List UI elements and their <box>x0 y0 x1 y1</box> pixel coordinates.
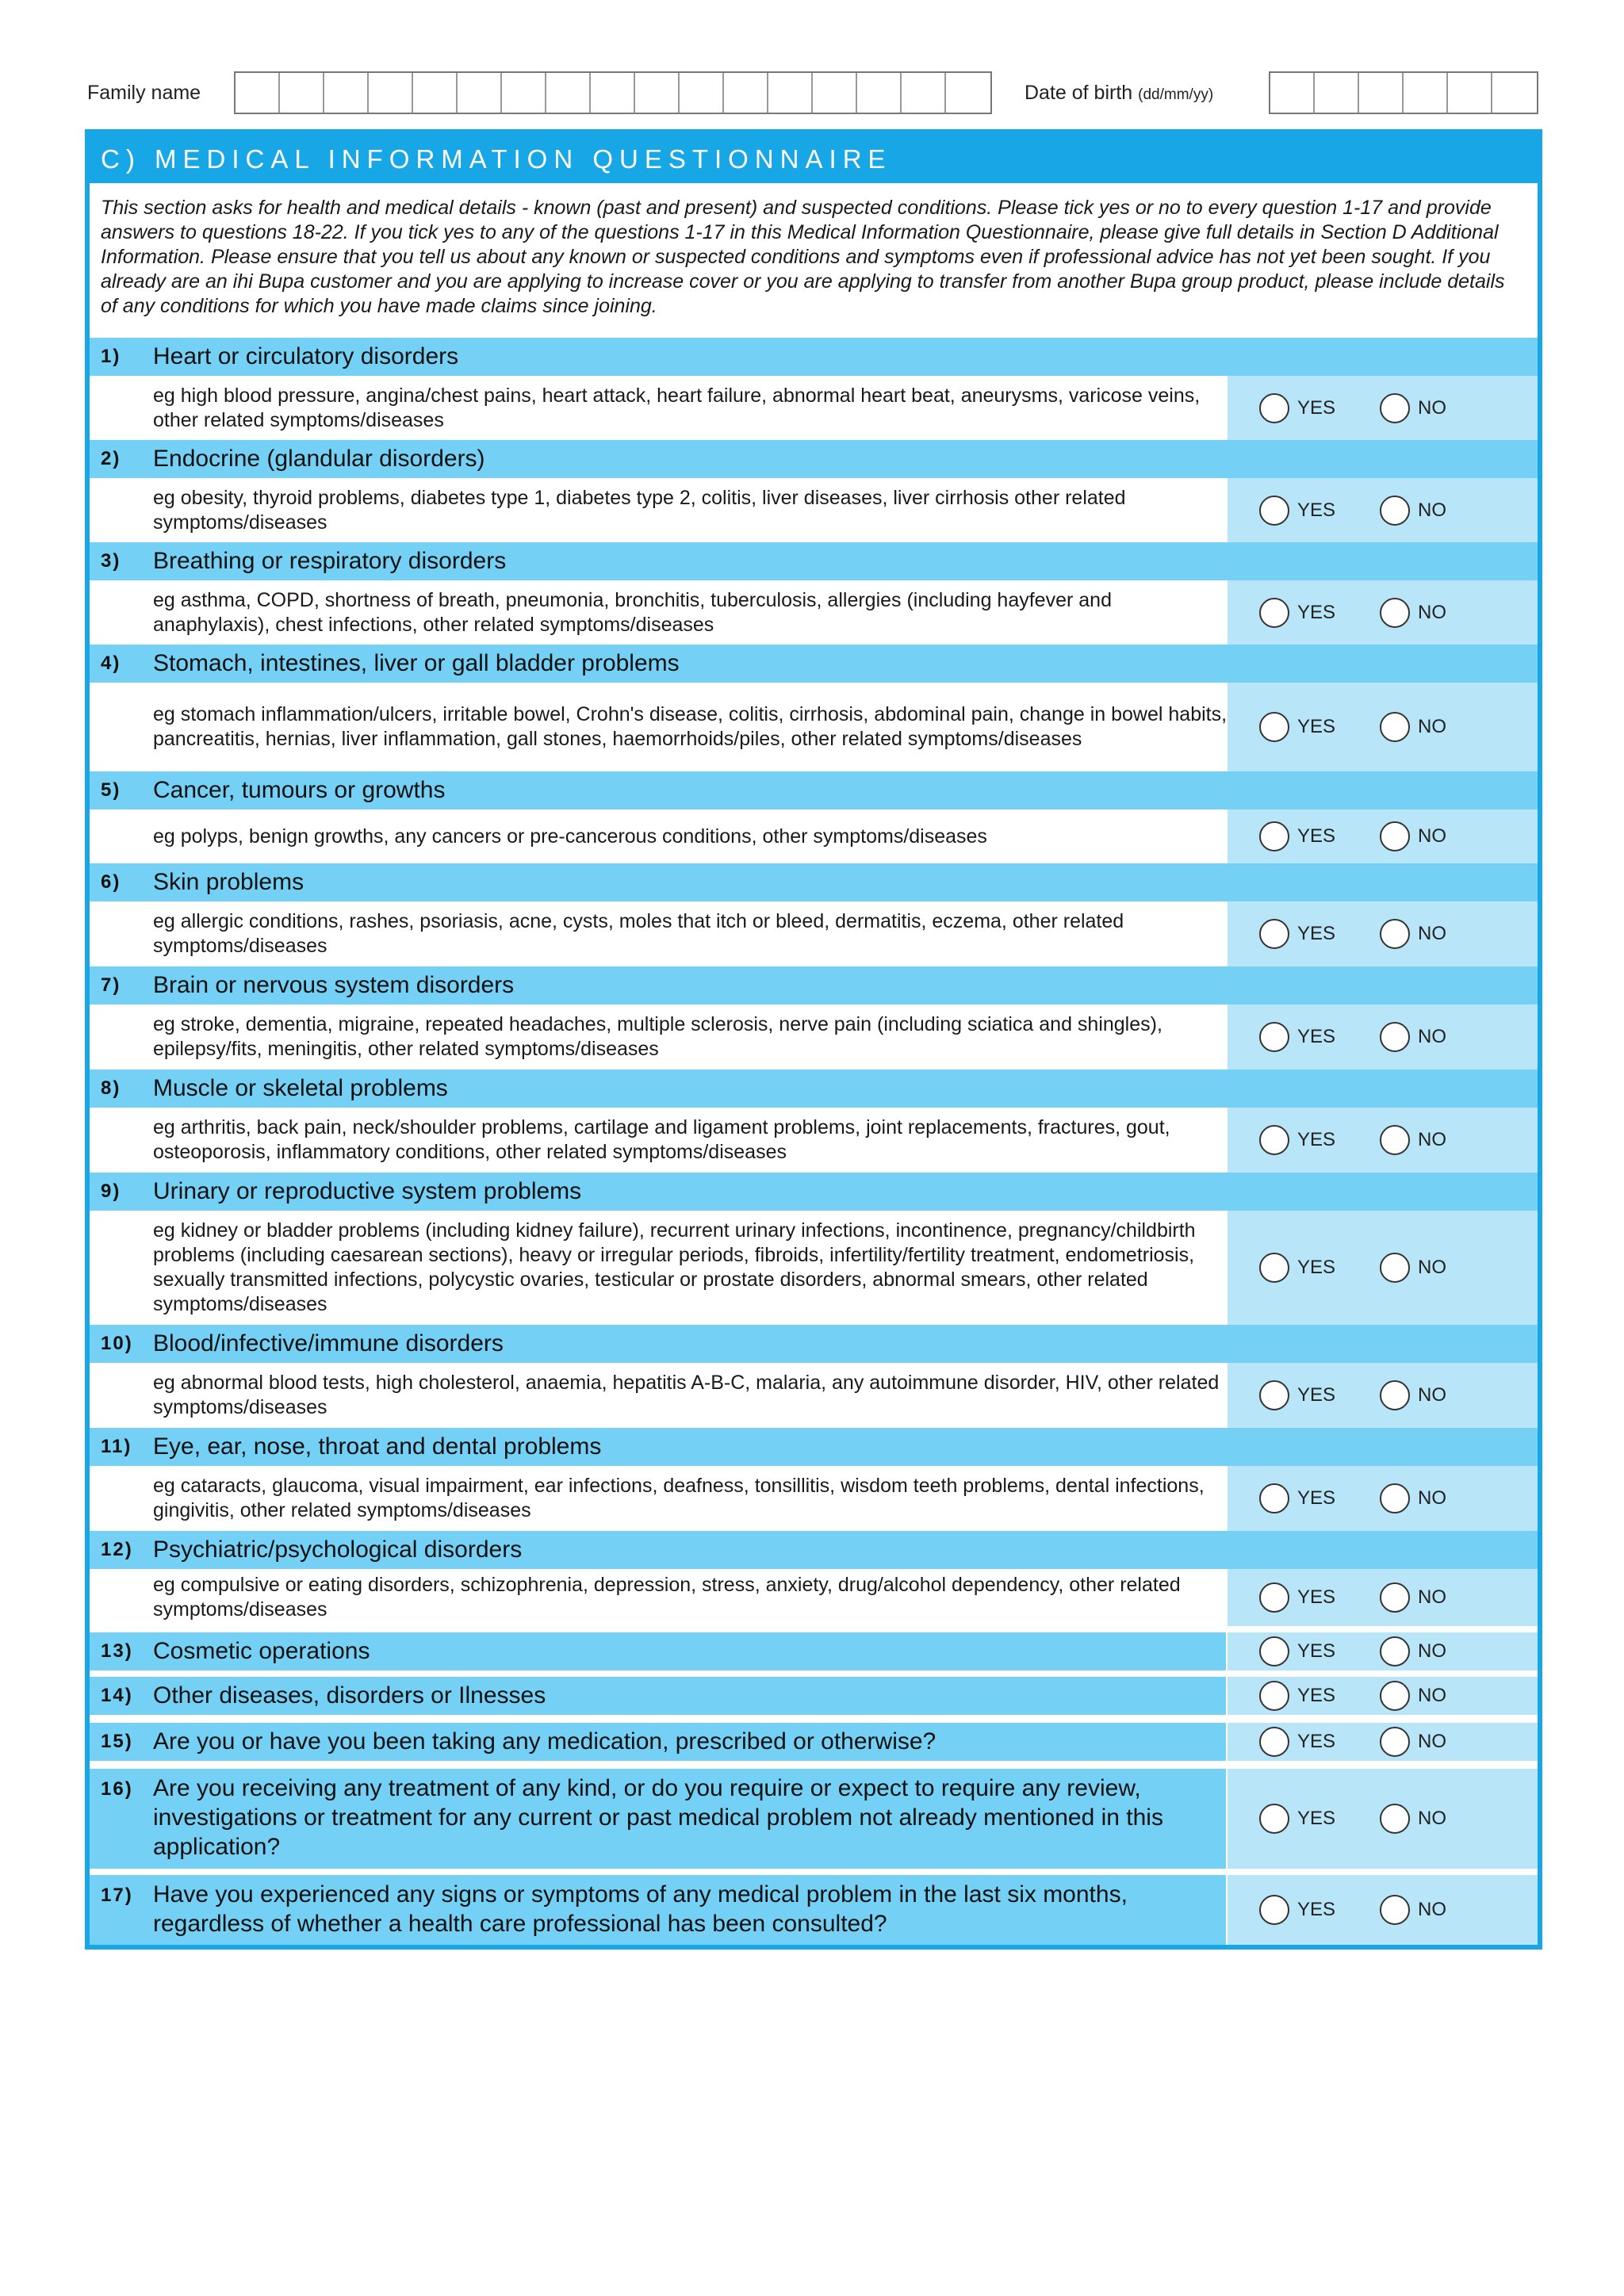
question-description: eg allergic conditions, rashes, psoriasis, acne, cysts, moles that itch or bleed, dermatitis, eczema, other related symptoms/diseases <box>153 910 1124 957</box>
question-7-row <box>90 1004 1538 1070</box>
no-option[interactable] <box>1380 1681 1446 1711</box>
no-radio[interactable] <box>1380 1125 1410 1155</box>
no-option[interactable] <box>1380 1125 1446 1155</box>
yes-option[interactable] <box>1259 598 1335 628</box>
no-radio[interactable] <box>1380 821 1410 851</box>
question-1-row <box>90 376 1538 440</box>
question-title: Urinary or reproductive system problems <box>153 1178 582 1204</box>
yes-label: YES <box>1297 601 1336 623</box>
yes-label: YES <box>1297 1808 1336 1829</box>
yes-label: YES <box>1297 499 1336 521</box>
question-description: eg cataracts, glaucoma, visual impairment, ear infections, deafness, tonsillitis, wisdom teeth problems, dental infections, gingivitis, other related symptoms/diseases <box>153 1475 1205 1521</box>
yes-option[interactable] <box>1259 1804 1335 1834</box>
no-option[interactable] <box>1380 712 1446 742</box>
no-option[interactable] <box>1380 1727 1446 1757</box>
no-label: NO <box>1418 1487 1446 1509</box>
yes-option[interactable] <box>1259 1582 1335 1613</box>
medical-questionnaire-section <box>85 129 1542 1950</box>
question-13-row <box>90 1632 1538 1670</box>
question-title: Eye, ear, nose, throat and dental problems <box>153 1433 602 1460</box>
question-4-row <box>90 683 1538 771</box>
no-radio[interactable] <box>1380 393 1410 423</box>
yes-option[interactable] <box>1259 1727 1335 1757</box>
yes-option[interactable] <box>1259 821 1335 851</box>
question-7-heading <box>90 966 1538 1004</box>
questions-list <box>90 338 1538 1940</box>
question-title: Stomach, intestines, liver or gall bladder problems <box>153 650 680 676</box>
question-title: Other diseases, disorders or Ilnesses <box>153 1682 546 1709</box>
question-15-row <box>90 1723 1538 1761</box>
no-radio[interactable] <box>1380 496 1410 526</box>
question-title: Endocrine (glandular disorders) <box>153 446 485 472</box>
question-description: eg arthritis, back pain, neck/shoulder problems, cartilage and ligament problems, joint replacements, fractures, gout, osteoporosis, inflammatory conditions, other related symptoms/diseases <box>153 1116 1170 1163</box>
no-label: NO <box>1418 601 1446 623</box>
dob-label <box>1025 71 1213 114</box>
question-description: eg obesity, thyroid problems, diabetes type 1, diabetes type 2, colitis, liver diseases, liver cirrhosis other related symptoms/diseases <box>153 486 1126 534</box>
question-number: 15) <box>101 1731 133 1752</box>
question-title: Skin problems <box>153 869 304 895</box>
no-radio[interactable] <box>1380 1022 1410 1052</box>
no-radio[interactable] <box>1380 1380 1410 1410</box>
yes-option[interactable] <box>1259 1483 1335 1513</box>
yes-radio[interactable] <box>1259 1895 1289 1925</box>
yes-label: YES <box>1297 1899 1336 1920</box>
question-description: eg abnormal blood tests, high cholesterol, anaemia, hepatitis A-B-C, malaria, any autoimmune disorder, HIV, other related symptoms/diseases <box>153 1372 1220 1418</box>
question-title: Heart or circulatory disorders <box>153 343 459 369</box>
question-description: eg kidney or bladder problems (including kidney failure), recurrent urinary infections, incontinence, pregnancy/childbirth problems (including caesarean sections), heavy or irregular periods, fibroids, infertility/fertility treatment, endometriosis, sexually transmitted infections, polycystic ovaries, testicular or prostate disorders, abnormal smears, other related symptoms/diseases <box>153 1219 1196 1315</box>
question-title: Brain or nervous system disorders <box>153 972 515 998</box>
yes-radio[interactable] <box>1259 1125 1289 1155</box>
yes-option[interactable] <box>1259 1681 1335 1711</box>
question-title: Are you or have you been taking any medication, prescribed or otherwise? <box>153 1728 936 1755</box>
question-description: eg polyps, benign growths, any cancers or pre-cancerous conditions, other symptoms/diseases <box>153 825 987 848</box>
no-option[interactable] <box>1380 598 1446 628</box>
question-5-row <box>90 809 1538 863</box>
yes-label: YES <box>1297 1640 1336 1662</box>
question-5-heading <box>90 771 1538 809</box>
no-option[interactable] <box>1380 1895 1446 1925</box>
question-12-heading <box>90 1531 1538 1569</box>
question-11-row <box>90 1466 1538 1531</box>
section-intro: This section asks for health and medical details - known (past and present) and suspected conditions. Please tick yes or no to every question 1-17 and provide answers to questions 18-22. If you tick yes to any of the questions 1-17 in this Medical Information Questionnaire, please give full details in Section D Additional Information. Please ensure that you tell us about any known or suspected conditions and symptoms even if professional advice has not yet been sought. If you already are an ihi Bupa customer and you are applying to increase cover or you are applying to transfer from another Bupa group product, please include details of any conditions for which you have made claims since joining. <box>90 183 1538 338</box>
no-option[interactable] <box>1380 1483 1446 1513</box>
dob-format: (dd/mm/yy) <box>1138 86 1214 103</box>
question-number: 7) <box>101 974 121 996</box>
no-radio[interactable] <box>1380 1483 1410 1513</box>
no-label: NO <box>1418 1640 1446 1662</box>
question-1-heading <box>90 338 1538 376</box>
no-radio[interactable] <box>1380 1804 1410 1834</box>
question-3-heading <box>90 542 1538 580</box>
question-number: 11) <box>101 1436 132 1457</box>
yes-label: YES <box>1297 396 1336 419</box>
no-option[interactable] <box>1380 1804 1446 1834</box>
family-name-field[interactable] <box>234 71 992 114</box>
no-option[interactable] <box>1380 496 1446 526</box>
no-radio[interactable] <box>1380 919 1410 949</box>
no-label: NO <box>1418 1257 1446 1278</box>
question-11-heading <box>90 1428 1538 1466</box>
yes-radio[interactable] <box>1259 598 1289 628</box>
yes-radio[interactable] <box>1259 1483 1289 1513</box>
yes-option[interactable] <box>1259 393 1335 423</box>
no-label: NO <box>1418 1129 1446 1150</box>
yes-option[interactable] <box>1259 1022 1335 1052</box>
question-title: Muscle or skeletal problems <box>153 1075 448 1101</box>
yes-label: YES <box>1297 1129 1336 1150</box>
no-label: NO <box>1418 499 1446 521</box>
no-label: NO <box>1418 1899 1446 1920</box>
no-radio[interactable] <box>1380 1253 1410 1283</box>
yes-radio[interactable] <box>1259 393 1289 423</box>
no-label: NO <box>1418 1026 1446 1047</box>
yes-label: YES <box>1297 923 1336 944</box>
no-label: NO <box>1418 1731 1446 1752</box>
yes-radio[interactable] <box>1259 1253 1289 1283</box>
question-title: Breathing or respiratory disorders <box>153 548 507 574</box>
question-number: 2) <box>101 448 121 469</box>
yes-radio[interactable] <box>1259 1681 1289 1711</box>
question-description: eg asthma, COPD, shortness of breath, pneumonia, bronchitis, tuberculosis, allergies (including hayfever and anaphylaxis), chest infections, other related symptoms/diseases <box>153 588 1112 636</box>
dob-label-text: Date of birth <box>1025 82 1133 104</box>
no-radio[interactable] <box>1380 1727 1410 1757</box>
yes-radio[interactable] <box>1259 821 1289 851</box>
question-2-row <box>90 478 1538 542</box>
yes-radio[interactable] <box>1259 1636 1289 1667</box>
question-title: Cosmetic operations <box>153 1638 370 1664</box>
question-8-heading <box>90 1070 1538 1108</box>
question-3-row <box>90 580 1538 645</box>
yes-label: YES <box>1297 1384 1336 1406</box>
yes-radio[interactable] <box>1259 1022 1289 1052</box>
question-12-row <box>90 1569 1538 1626</box>
no-radio[interactable] <box>1380 598 1410 628</box>
yes-radio[interactable] <box>1259 712 1289 742</box>
no-radio[interactable] <box>1380 712 1410 742</box>
yes-radio[interactable] <box>1259 1380 1289 1410</box>
yes-option[interactable] <box>1259 1895 1335 1925</box>
question-number: 9) <box>101 1181 121 1202</box>
yes-option[interactable] <box>1259 496 1335 526</box>
no-option[interactable] <box>1380 1582 1446 1613</box>
section-title: C) MEDICAL INFORMATION QUESTIONNAIRE <box>101 144 892 174</box>
question-number: 10) <box>101 1333 133 1354</box>
yes-label: YES <box>1297 1026 1336 1047</box>
question-title: Are you receiving any treatment of any kind, or do you require or expect to require any review, investigations or treatment for any current or past medical problem not already mentioned in this application? <box>153 1775 1163 1860</box>
question-title: Cancer, tumours or growths <box>153 777 446 803</box>
yes-radio[interactable] <box>1259 496 1289 526</box>
no-option[interactable] <box>1380 919 1446 949</box>
yes-option[interactable] <box>1259 919 1335 949</box>
yes-radio[interactable] <box>1259 1804 1289 1834</box>
family-name-label: Family name <box>87 82 201 104</box>
question-number: 3) <box>101 550 121 572</box>
no-label: NO <box>1418 1384 1446 1406</box>
question-title: Blood/infective/immune disorders <box>153 1330 504 1357</box>
question-number: 8) <box>101 1077 121 1099</box>
yes-label: YES <box>1297 1685 1336 1706</box>
yes-label: YES <box>1297 825 1336 847</box>
question-title: Psychiatric/psychological disorders <box>153 1536 523 1563</box>
no-option[interactable] <box>1380 1253 1446 1283</box>
no-radio[interactable] <box>1380 1582 1410 1613</box>
question-number: 17) <box>101 1885 133 1906</box>
yes-label: YES <box>1297 1487 1336 1509</box>
question-2-heading <box>90 440 1538 478</box>
no-option[interactable] <box>1380 1022 1446 1052</box>
no-label: NO <box>1418 923 1446 944</box>
no-label: NO <box>1418 1586 1446 1608</box>
question-number: 6) <box>101 871 121 893</box>
no-label: NO <box>1418 716 1446 737</box>
yes-label: YES <box>1297 1731 1336 1752</box>
question-6-row <box>90 901 1538 966</box>
question-number: 4) <box>101 652 121 674</box>
no-option[interactable] <box>1380 1636 1446 1667</box>
no-label: NO <box>1418 396 1446 419</box>
no-option[interactable] <box>1380 1380 1446 1410</box>
yes-option[interactable] <box>1259 1125 1335 1155</box>
question-number: 16) <box>101 1778 133 1800</box>
question-number: 13) <box>101 1640 133 1662</box>
question-4-heading <box>90 645 1538 683</box>
question-17-row <box>90 1875 1538 1945</box>
yes-radio[interactable] <box>1259 1727 1289 1757</box>
question-title: Have you experienced any signs or symptoms of any medical problem in the last six months, regardless of whether a health care professional has been consulted? <box>153 1881 1128 1937</box>
no-radio[interactable] <box>1380 1636 1410 1667</box>
question-number: 12) <box>101 1539 133 1560</box>
yes-label: YES <box>1297 1257 1336 1278</box>
no-radio[interactable] <box>1380 1681 1410 1711</box>
no-option[interactable] <box>1380 821 1446 851</box>
yes-label: YES <box>1297 1586 1336 1608</box>
yes-option[interactable] <box>1259 1380 1335 1410</box>
question-8-row <box>90 1108 1538 1173</box>
yes-radio[interactable] <box>1259 919 1289 949</box>
yes-option[interactable] <box>1259 712 1335 742</box>
question-9-heading <box>90 1173 1538 1211</box>
yes-label: YES <box>1297 716 1336 737</box>
applicant-header <box>87 71 1540 114</box>
question-description: eg stomach inflammation/ulcers, irritable bowel, Crohn's disease, colitis, cirrhosis, abdominal pain, change in bowel habits, pancreatitis, hernias, liver inflammation, gall stones, haemorrhoids/piles, other related symptoms/diseases <box>153 703 1228 750</box>
yes-option[interactable] <box>1259 1636 1335 1667</box>
question-10-row <box>90 1363 1538 1428</box>
question-description: eg high blood pressure, angina/chest pains, heart attack, heart failure, abnormal heart beat, aneurysms, varicose veins, other related symptoms/diseases <box>153 384 1201 431</box>
question-description: eg stroke, dementia, migraine, repeated headaches, multiple sclerosis, nerve pain (including sciatica and shingles), epilepsy/fits, meningitis, other related symptoms/diseases <box>153 1013 1162 1060</box>
question-description: eg compulsive or eating disorders, schizophrenia, depression, stress, anxiety, drug/alcohol dependency, other related symptoms/diseases <box>153 1574 1181 1621</box>
dob-field[interactable] <box>1269 71 1538 114</box>
question-number: 14) <box>101 1685 133 1706</box>
question-10-heading <box>90 1325 1538 1363</box>
question-9-row <box>90 1211 1538 1325</box>
question-16-row <box>90 1769 1538 1869</box>
no-label: NO <box>1418 1685 1446 1706</box>
no-option[interactable] <box>1380 393 1446 423</box>
question-6-heading <box>90 863 1538 901</box>
yes-option[interactable] <box>1259 1253 1335 1283</box>
question-number: 5) <box>101 779 121 801</box>
question-number: 1) <box>101 346 121 367</box>
question-14-row <box>90 1677 1538 1715</box>
yes-radio[interactable] <box>1259 1582 1289 1613</box>
no-radio[interactable] <box>1380 1895 1410 1925</box>
no-label: NO <box>1418 1808 1446 1829</box>
no-label: NO <box>1418 825 1446 847</box>
